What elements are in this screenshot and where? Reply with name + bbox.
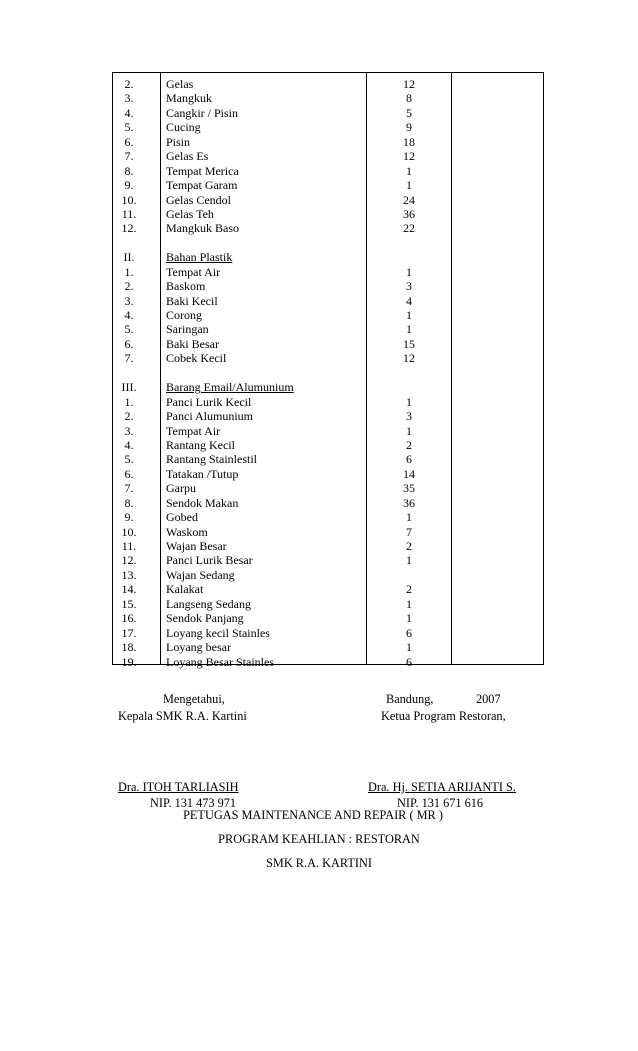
table-row [113,279,543,293]
item-number: 9. [124,510,134,525]
item-name: Cucing [166,120,201,135]
item-number: 15. [121,596,137,611]
item-name: Tempat Air [166,423,221,438]
item-number: 7. [124,149,134,164]
item-number: III. [121,380,137,395]
table-row [113,597,543,611]
item-quantity: 7 [406,524,412,539]
table-row [113,337,543,351]
item-quantity: 35 [403,481,415,496]
item-quantity: 1 [406,553,412,568]
item-number: 11. [121,539,137,553]
item-number: II. [123,250,135,265]
item-name: Mangkuk Baso [166,221,239,236]
item-quantity: 1 [406,394,412,409]
item-name: Bahan Plastik [166,250,233,265]
item-quantity: 36 [403,206,415,221]
table-row [113,294,543,308]
item-quantity: 5 [406,105,412,120]
item-number: 12. [121,553,137,568]
item-name: Loyang besar [166,640,231,655]
item-quantity: 9 [406,120,412,135]
table-row [113,481,543,495]
table-row [113,308,543,322]
item-name: Cobek Kecil [166,351,227,366]
principal-name: Dra. ITOH TARLIASIH [118,780,239,794]
item-name: Gelas Teh [166,206,214,221]
item-name: Tempat Air [166,264,221,279]
item-name: Rantang Stainlestil [166,452,257,467]
item-quantity: 1 [406,611,412,626]
item-number: 4. [124,308,134,322]
table-row [113,91,543,105]
item-name: Loyang kecil Stainles [166,625,270,640]
table-row [113,640,543,654]
table-row [113,207,543,221]
item-name: Gelas Cendol [166,192,231,207]
item-quantity: 24 [403,192,415,207]
inventory-rows [113,77,543,669]
item-number: 6. [124,336,134,351]
item-quantity: 12 [403,77,415,91]
item-name: Rantang Kecil [166,437,235,452]
item-name: Wajan Sedang [166,567,235,582]
item-name: Kalakat [166,582,204,597]
table-row [113,366,543,380]
item-quantity: 6 [406,625,412,640]
item-quantity: 18 [403,134,415,149]
item-number: 14. [121,582,137,597]
item-name: Baki Kecil [166,293,218,308]
item-name: Loyang Besar Stainles [166,654,274,669]
principal-nip: NIP. 131 473 971 [150,796,237,810]
item-quantity: 2 [406,582,412,597]
item-number: 19. [121,654,137,669]
item-name: Sendok Makan [166,495,239,510]
inventory-table [112,72,544,669]
table-row [113,539,543,553]
item-number: 5. [124,322,134,337]
table-row [113,553,543,567]
table-row [113,164,543,178]
item-name: Baskom [166,279,206,294]
item-name: Langseng Sedang [166,596,251,611]
item-number: 3. [124,293,134,308]
table-row [113,193,543,207]
item-quantity: 6 [406,654,412,669]
item-number: 4. [124,105,134,120]
item-number: 9. [124,178,134,193]
item-quantity: 1 [406,640,412,655]
table-row [113,221,543,235]
table-row [113,626,543,640]
item-name: Sendok Panjang [166,611,244,626]
item-number: 10. [121,192,137,207]
item-name: Barang Email/Alumunium [166,380,294,395]
item-number: 1. [124,264,134,279]
item-number: 10. [121,524,137,539]
item-name: Tatakan /Tutup [166,466,239,481]
item-name: Gelas Es [166,149,209,164]
table-row [113,236,543,250]
item-quantity: 2 [406,437,412,452]
acknowledged-label: Mengetahui, [163,692,225,706]
item-number: 1. [124,394,134,409]
item-number: 7. [124,481,134,496]
table-row [113,135,543,149]
item-name: Baki Besar [166,336,219,351]
item-quantity: 2 [406,539,412,553]
item-quantity: 1 [406,510,412,525]
footer-line-1: PETUGAS MAINTENANCE AND REPAIR ( MR ) [183,808,443,822]
item-quantity: 1 [406,423,412,438]
item-name: Cangkir / Pisin [166,105,239,120]
table-row [113,120,543,134]
table-row [113,582,543,596]
item-name: Tempat Merica [166,163,239,178]
program-head-nip: NIP. 131 671 616 [397,796,484,810]
item-quantity: 36 [403,495,415,510]
item-quantity: 1 [406,178,412,193]
item-number: 2. [124,77,134,91]
footer-line-2: PROGRAM KEAHLIAN : RESTORAN [218,832,420,846]
table-row [113,395,543,409]
table-row [113,409,543,423]
item-name: Gobed [166,510,198,525]
section-heading-row [113,380,543,394]
item-quantity: 4 [406,293,412,308]
item-number: 4. [124,437,134,452]
item-name: Waskom [166,524,208,539]
item-quantity: 14 [403,466,415,481]
item-quantity: 1 [406,163,412,178]
item-number: 16. [121,611,137,626]
item-name: Mangkuk [166,91,212,106]
item-number: 2. [124,279,134,294]
program-head-title: Ketua Program Restoran, [381,709,506,723]
item-name: Garpu [166,481,196,496]
item-name: Tempat Garam [166,178,238,193]
table-row [113,525,543,539]
place-label: Bandung, [386,692,434,706]
footer-line-3: SMK R.A. KARTINI [266,856,372,870]
section-heading-row [113,250,543,264]
item-number: 7. [124,351,134,366]
item-quantity: 15 [403,336,415,351]
item-number: 6. [124,134,134,149]
table-row [113,568,543,582]
table-row [113,655,543,669]
item-number: 2. [124,409,134,424]
item-number: 6. [124,466,134,481]
item-name: Gelas [166,77,194,91]
item-number: 3. [124,423,134,438]
item-number: 11. [121,206,137,221]
table-row [113,149,543,163]
table-row [113,178,543,192]
item-number: 13. [121,567,137,582]
table-row [113,611,543,625]
item-name: Saringan [166,322,209,337]
table-row [113,496,543,510]
item-quantity: 3 [406,279,412,294]
item-quantity: 1 [406,308,412,322]
item-quantity: 1 [406,322,412,337]
table-row [113,438,543,452]
item-number: 8. [124,163,134,178]
item-quantity: 12 [403,149,415,164]
table-row [113,452,543,466]
item-number: 8. [124,495,134,510]
item-name: Wajan Besar [166,539,227,553]
item-name: Panci Lurik Besar [166,553,253,568]
item-name: Panci Alumunium [166,409,253,424]
table-row [113,322,543,336]
item-quantity: 12 [403,351,415,366]
year-label: 2007 [476,692,501,706]
table-row [113,106,543,120]
table-row [113,510,543,524]
item-quantity: 1 [406,264,412,279]
item-quantity: 22 [403,221,415,236]
item-quantity: 1 [406,596,412,611]
item-name: Pisin [166,134,191,149]
item-number: 3. [124,91,134,106]
item-number: 12. [121,221,137,236]
item-name: Panci Lurik Kecil [166,394,252,409]
item-number: 18. [121,640,137,655]
item-quantity: 6 [406,452,412,467]
table-row [113,77,543,91]
item-name: Corong [166,308,202,322]
table-row [113,467,543,481]
table-row [113,351,543,365]
item-number: 5. [124,120,134,135]
table-row [113,265,543,279]
item-number: 17. [121,625,137,640]
principal-title: Kepala SMK R.A. Kartini [118,709,247,723]
item-quantity: 8 [406,91,412,106]
item-quantity: 3 [406,409,412,424]
item-number: 5. [124,452,134,467]
table-row [113,424,543,438]
program-head-name: Dra. Hj. SETIA ARIJANTI S. [368,780,516,794]
